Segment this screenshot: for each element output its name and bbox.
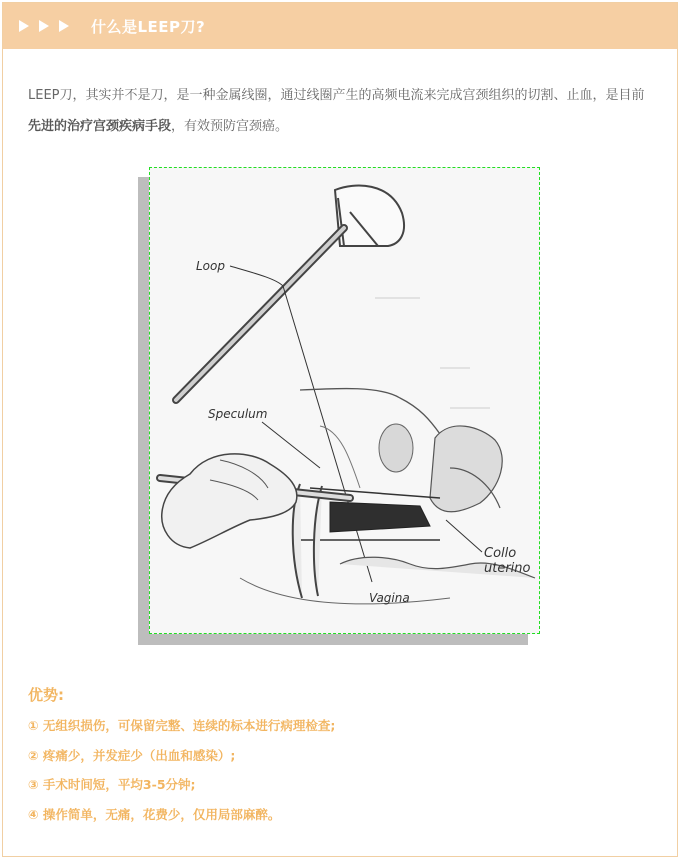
header-arrows: [19, 20, 69, 32]
advantage-item: ④ 操作简单，无痛，花费少，仅用局部麻醉。: [28, 806, 281, 822]
intro-text-2: ，有效预防宫颈癌。: [171, 119, 289, 134]
advantages-title: 优势:: [28, 686, 64, 704]
vaginal-canal: [330, 502, 430, 532]
intro-text-1: LEEP刀，其实并不是刀，是一种金属线圈，通过线圈产生的高频电流来完成宫颈组织的切割、止血，是目前: [28, 88, 645, 103]
loop-pointer: [230, 266, 372, 582]
speculum-handle: [293, 484, 322, 598]
play-arrow-icon: [39, 20, 49, 32]
leep-diagram-svg: [150, 168, 541, 635]
hand-shape: [162, 454, 297, 548]
play-arrow-icon: [19, 20, 29, 32]
advantage-item: ① 无组织损伤，可保留完整、连续的标本进行病理检查;: [28, 718, 336, 733]
loop-shaft-highlight: [176, 228, 344, 400]
organ-shape: [379, 424, 413, 472]
section-header: [3, 3, 677, 49]
advantage-item: ③ 手术时间短，平均3-5分钟;: [28, 777, 196, 792]
label-speculum: Speculum: [208, 407, 268, 421]
uterus-shape: [430, 426, 502, 512]
advantages-list: [28, 716, 335, 834]
background-texture: [375, 298, 490, 408]
section-title: 什么是LEEP刀?: [91, 17, 206, 36]
label-vagina: Vagina: [369, 591, 410, 605]
label-loop: Loop: [196, 259, 225, 273]
label-uterino: uterino: [484, 561, 531, 576]
advantage-item: ② 疼痛少，并发症少（出血和感染）;: [28, 747, 236, 763]
body-contour-2: [320, 426, 360, 488]
intro-highlight: 先进的治疗宫颈疾病手段: [28, 119, 172, 134]
leep-illustration: [149, 167, 540, 634]
label-collo: Collo: [484, 546, 517, 561]
collo-pointer: [446, 520, 482, 552]
play-arrow-icon: [59, 20, 69, 32]
intro-paragraph: [28, 80, 656, 142]
lower-contour: [240, 578, 450, 604]
speculum-pointer: [262, 422, 320, 468]
